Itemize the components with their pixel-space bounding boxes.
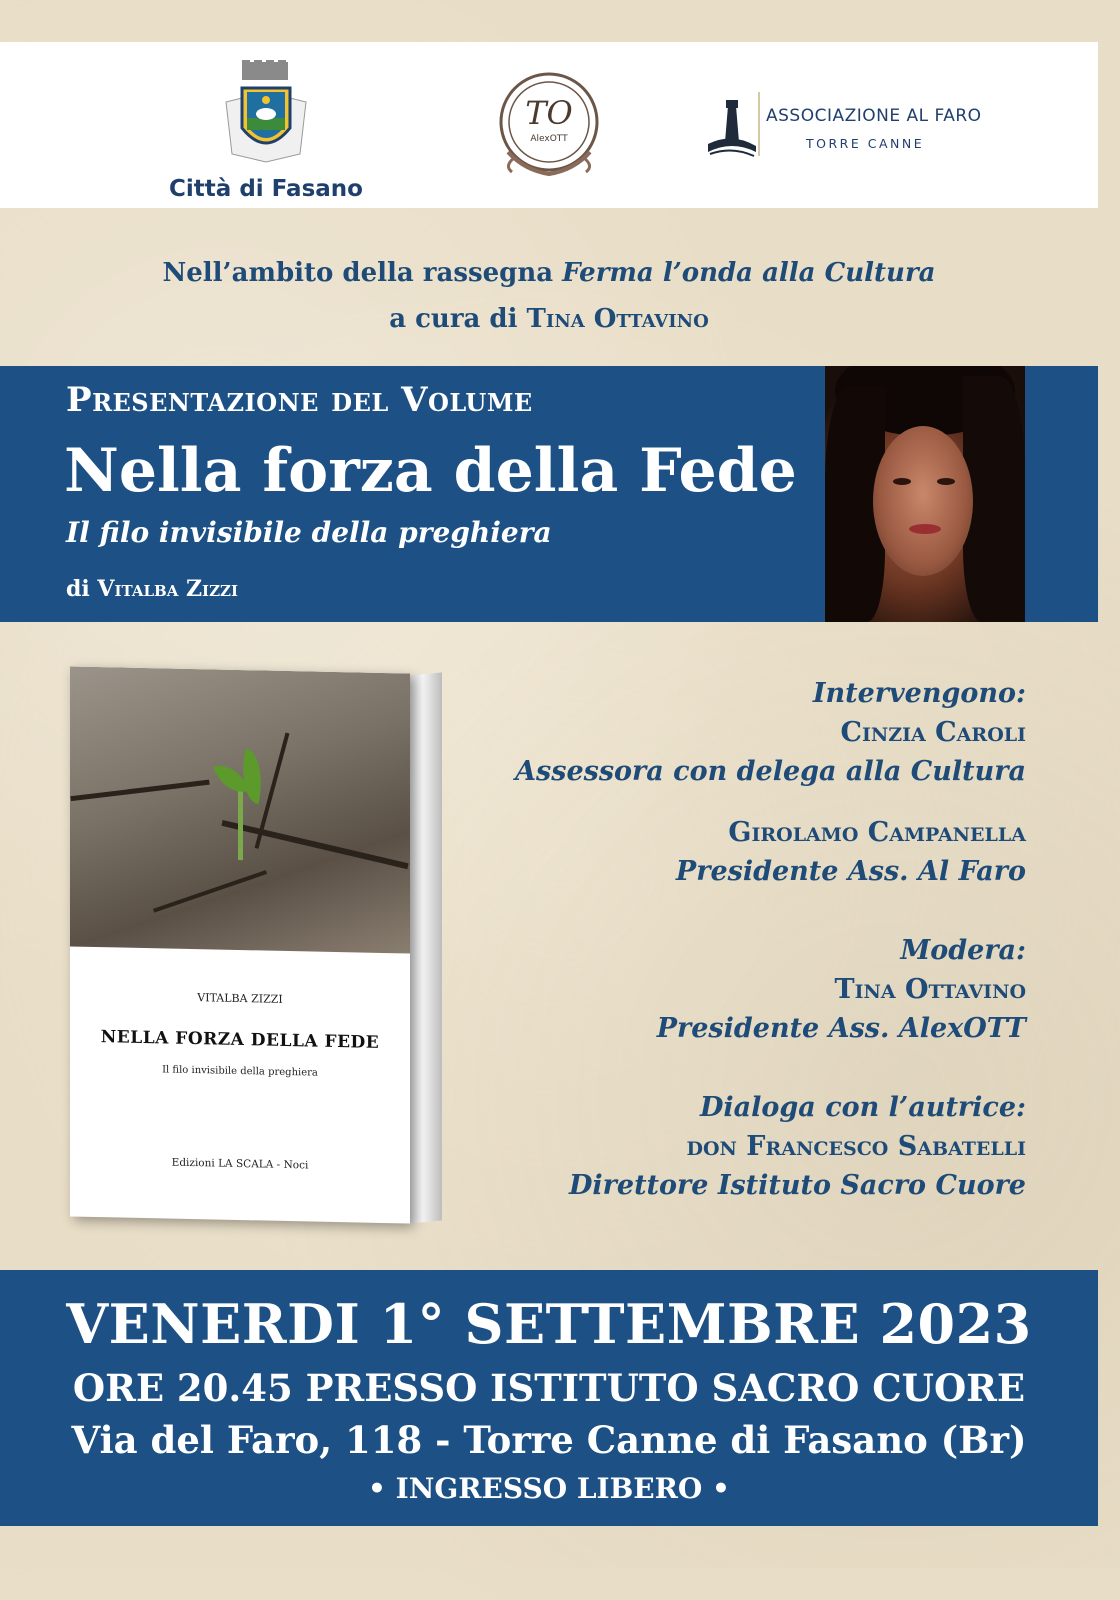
speaker-1-role: Assessora con delega alla Cultura: [515, 756, 1026, 787]
cover-title: NELLA FORZA DELLA FEDE: [100, 1027, 380, 1053]
book-cover: [70, 666, 410, 1223]
cover-author: VITALBA ZIZZI: [197, 991, 283, 1006]
fasano-logo-text: Città di Fasano: [169, 176, 363, 202]
al-faro-logo: [706, 92, 1026, 162]
speaker-2-role: Presidente Ass. Al Faro: [675, 856, 1026, 887]
fasano-logo: [150, 58, 390, 202]
event-address: Via del Faro, 118 - Torre Canne di Fasano (Br): [71, 1418, 1027, 1462]
modera-label: Modera:: [900, 935, 1026, 966]
speaker-2-name: Girolamo Campanella: [728, 817, 1026, 848]
dialogue-role: Direttore Istituto Sacro Cuore: [569, 1170, 1026, 1201]
author-name: Vitalba Zizzi: [97, 576, 238, 602]
event-date: VENERDI 1° SETTEMBRE 2023: [66, 1292, 1032, 1356]
event-time-place: ORE 20.45 PRESSO ISTITUTO SACRO CUORE: [72, 1366, 1026, 1410]
faro-title: ASSOCIAZIONE AL FARO: [766, 106, 982, 126]
intro-text: [0, 250, 1098, 342]
speaker-1-name: Cinzia Caroli: [840, 717, 1026, 748]
fasano-crest-icon: [150, 58, 382, 173]
faro-subtitle: TORRE CANNE: [806, 136, 925, 151]
moderator-name: Tina Ottavino: [834, 974, 1026, 1005]
faro-divider: [758, 92, 760, 156]
logo-header: [0, 42, 1098, 208]
dialoga-label: Dialoga con l’autrice:: [699, 1092, 1026, 1123]
book-author: [66, 576, 238, 602]
author-prefix: di: [66, 576, 98, 602]
author-photo: [825, 366, 1025, 622]
intervengono-label: Intervengono:: [812, 678, 1026, 709]
cover-subtitle: Il filo invisibile della preghiera: [162, 1064, 318, 1079]
alexott-monogram: TO: [525, 94, 573, 132]
speakers-list: [466, 674, 1026, 1205]
series-name: Ferma l’onda alla Cultura: [562, 258, 936, 288]
event-details-band: [0, 1270, 1098, 1526]
book-image: [70, 670, 450, 1230]
dialogue-name: don Francesco Sabatelli: [686, 1131, 1026, 1162]
intro-line-2: [0, 296, 1098, 342]
cover-publisher: Edizioni LA SCALA - Noci: [171, 1156, 309, 1172]
book-subtitle: Il filo invisibile della preghiera: [66, 516, 552, 549]
curator-prefix: a cura di: [389, 304, 527, 334]
cover-photo: [70, 666, 410, 953]
lighthouse-icon: [706, 96, 758, 158]
intro-line-1: [0, 250, 1098, 296]
intro-prefix: Nell’ambito della rassegna: [162, 258, 563, 288]
moderator-role: Presidente Ass. AlexOTT: [656, 1013, 1026, 1044]
alexott-logo: [494, 66, 604, 182]
book-spine: [410, 672, 442, 1223]
presentation-kicker: Presentazione del Volume: [66, 380, 533, 420]
alexott-name: AlexOTT: [530, 134, 568, 144]
event-entry: • INGRESSO LIBERO •: [368, 1472, 730, 1505]
curator-name: Tina Ottavino: [526, 304, 709, 334]
title-band: [0, 366, 1098, 622]
book-title: Nella forza della Fede: [64, 436, 797, 506]
